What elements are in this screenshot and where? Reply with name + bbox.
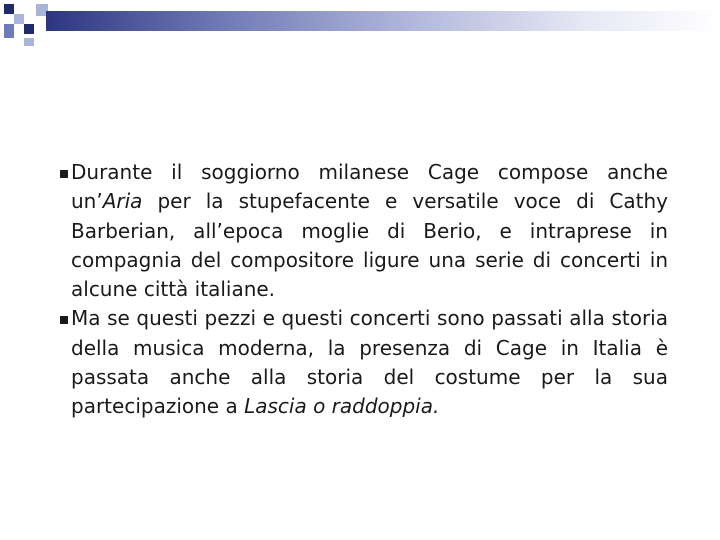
logo-square xyxy=(24,24,34,34)
logo-square xyxy=(24,38,34,46)
text-run: Ma se questi pezzi e questi concerti sono passati alla storia della musica moderna, la presenza di Cage in Italia è passata anche alla storia del costume per la sua partecipazione a xyxy=(71,306,668,419)
bullet-list xyxy=(60,158,668,422)
text-run: per la stupefacente e versatile voce di Cathy Barberian, all’epoca moglie di Berio, e intraprese in compagnia del compositore ligure una serie di concerti in alcune città italiane. xyxy=(71,189,668,302)
square-bullet-icon xyxy=(60,316,68,324)
list-item xyxy=(60,158,668,304)
italic-title: Lascia o raddoppia. xyxy=(244,394,440,419)
list-item xyxy=(60,304,668,421)
bullet-text xyxy=(71,304,668,421)
text-run: Durante il soggiorno milanese Cage compose anche un’ xyxy=(71,160,668,214)
logo-square xyxy=(4,4,14,14)
bullet-text xyxy=(71,158,668,304)
header-gradient-band xyxy=(46,11,720,31)
logo-square xyxy=(4,24,14,38)
square-bullet-icon xyxy=(60,170,68,178)
italic-title: Aria xyxy=(102,189,143,214)
logo-square xyxy=(14,14,24,24)
